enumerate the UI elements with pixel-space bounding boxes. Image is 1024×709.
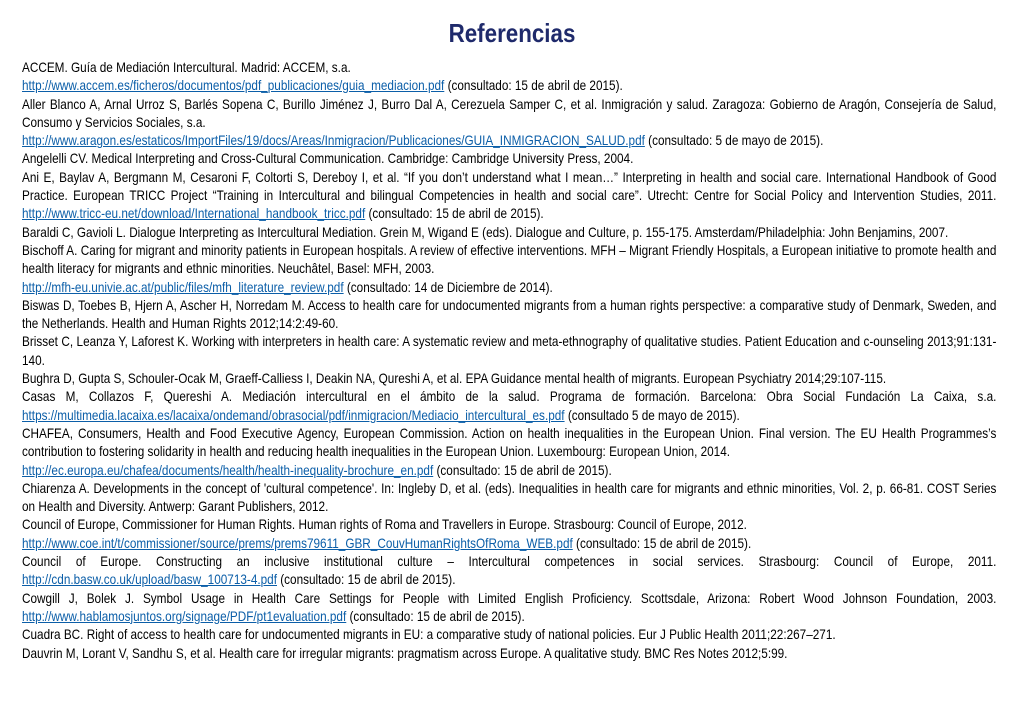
reference-text: Cuadra BC. Right of access to health care for undocumented migrants in EU: a comparative study of national policies. Eur J Public Health 2011;22:267–271. xyxy=(22,626,836,643)
reference-consulted-note: (consultado: 5 de mayo de 2015). xyxy=(644,132,824,149)
reference-text: Council of Europe. Constructing an inclusive institutional culture – Intercultural competences in social services. Strasbourg: Council of Europe, 2011. xyxy=(22,553,997,570)
reference-link[interactable]: http://www.coe.int/t/commissioner/source/prems/prems79611_GBR_CouvHumanRightsOfRoma_WEB.pdf xyxy=(22,534,573,551)
reference-item xyxy=(22,278,996,296)
reference-item xyxy=(22,332,996,369)
reference-consulted-note: (consultado 5 de mayo de 2015). xyxy=(564,406,740,423)
reference-item xyxy=(22,515,996,533)
reference-list xyxy=(22,58,996,662)
reference-consulted-note: (consultado: 15 de abril de 2015). xyxy=(433,461,612,478)
reference-link[interactable]: http://www.hablamosjuntos.org/signage/PDF/pt1evaluation.pdf xyxy=(22,607,347,624)
reference-consulted-note: (consultado: 15 de abril de 2015). xyxy=(276,571,456,588)
reference-item xyxy=(22,387,996,424)
reference-text: Ani E, Baylav A, Bergmann M, Cesaroni F, Coltorti S, Dereboy I, et al. “If you don’t understand what I mean…” Interpreting in health and social care. International Handbook of Good Practice. European TRICC Project “Training in Intercultural and bilingual Competencies in health and social care”. Utrecht: Centre for Social Policy and Intervention Studies, 2011. xyxy=(22,168,997,204)
reference-text: Baraldi C, Gavioli L. Dialogue Interpreting as Intercultural Mediation. Grein M, Wigand E (eds). Dialogue and Culture, p. 155-175. Amsterdam/Philadelphia: John Benjamins, 2007. xyxy=(22,223,949,240)
reference-text: Casas M, Collazos F, Quereshi A. Mediación intercultural en el ámbito de la salud. Programa de formación. Barcelona: Obra Social Fundación La Caixa, s.a. xyxy=(22,388,997,405)
reference-link[interactable]: https://multimedia.lacaixa.es/lacaixa/ondemand/obrasocial/pdf/inmigracion/Mediacio_intercultural_es.pdf xyxy=(22,406,565,423)
page-title: Referencias xyxy=(448,18,576,48)
reference-item xyxy=(22,479,996,516)
reference-text: Bughra D, Gupta S, Schouler-Ocak M, Graeff-Calliess I, Deakin NA, Qureshi A, et al. EPA Guidance mental health of migrants. European Psychiatry 2014;29:107-115. xyxy=(22,370,887,387)
reference-link[interactable]: http://cdn.basw.co.uk/upload/basw_100713-4.pdf xyxy=(22,571,277,588)
reference-consulted-note: (consultado: 15 de abril de 2015). xyxy=(572,534,752,551)
reference-item xyxy=(22,461,996,479)
reference-text: Bischoff A. Caring for migrant and minority patients in European hospitals. A review of effective interventions. MFH – Migrant Friendly Hospitals, a European initiative to promote health and health literacy for migrants and ethnic minorities. Neuchâtel, Basel: MFH, 2003. xyxy=(22,241,997,277)
reference-text: Chiarenza A. Developments in the concept of 'cultural competence'. In: Ingleby D, et al. (eds). Inequalities in health care for migrants and ethnic minorities, Vol. 2, p. 66-81. COST Series on Health and Diversity. Antwerp: Garant Publishers, 2012. xyxy=(22,479,997,515)
reference-item xyxy=(22,296,996,333)
reference-item xyxy=(22,424,996,461)
reference-text: CHAFEA, Consumers, Health and Food Executive Agency, European Commission. Action on health inequalities in the European Union. Final version. The EU Health Programmes’s contribution to fostering solidarity in health and reducing health inequalities in the European Union. Luxembourg: European Union, 2014. xyxy=(22,424,997,460)
reference-text: Council of Europe, Commissioner for Human Rights. Human rights of Roma and Travellers in Europe. Strasbourg: Council of Europe, 2012. xyxy=(22,516,747,533)
reference-item xyxy=(22,58,996,76)
reference-text: Dauvrin M, Lorant V, Sandhu S, et al. Health care for irregular migrants: pragmatism across Europe. A qualitative study. BMC Res Notes 2012;5:99. xyxy=(22,644,788,661)
reference-text: Brisset C, Leanza Y, Laforest K. Working with interpreters in health care: A systematic review and meta-ethnography of qualitative studies. Patient Education and c-ounseling 2013;91:131-140. xyxy=(22,333,997,368)
reference-item xyxy=(22,76,996,94)
reference-link[interactable]: http://www.aragon.es/estaticos/ImportFiles/19/docs/Areas/Inmigracion/Publicaciones/GUIA_INMIGRACION_SALUD.pdf xyxy=(22,132,645,149)
reference-text: Angelelli CV. Medical Interpreting and Cross-Cultural Communication. Cambridge: Cambridge University Press, 2004. xyxy=(22,150,634,167)
reference-consulted-note: (consultado: 15 de abril de 2015). xyxy=(444,77,623,94)
reference-link[interactable]: http://www.accem.es/ficheros/documentos/pdf_publicaciones/guia_mediacion.pdf xyxy=(22,77,445,94)
reference-item xyxy=(22,168,996,223)
reference-item xyxy=(22,131,996,149)
reference-item xyxy=(22,644,996,662)
reference-item xyxy=(22,241,996,278)
reference-text: Aller Blanco A, Arnal Urroz S, Barlés Sopena C, Burillo Jiménez J, Burro Dal A, Cerezuela Samper C, et al. Inmigración y salud. Zaragoza: Gobierno de Aragón, Consejería de Salud, Consumo y Servicios Sociales, s.a. xyxy=(22,95,997,130)
reference-item xyxy=(22,369,996,387)
reference-item xyxy=(22,589,996,626)
reference-link[interactable]: http://ec.europa.eu/chafea/documents/health/health-inequality-brochure_en.pdf xyxy=(22,461,434,478)
reference-item xyxy=(22,223,996,241)
reference-item xyxy=(22,552,996,589)
reference-item xyxy=(22,534,996,552)
reference-text: Biswas D, Toebes B, Hjern A, Ascher H, Norredam M. Access to health care for undocumented migrants from a human rights perspective: a comparative study of Denmark, Sweden, and the Netherlands. Health and Human Rights 2012;14:2:49-60. xyxy=(22,296,997,332)
reference-item xyxy=(22,95,996,132)
reference-item xyxy=(22,149,996,167)
reference-text: Cowgill J, Bolek J. Symbol Usage in Health Care Settings for People with Limited English Proficiency. Scottsdale, Arizona: Robert Wood Johnson Foundation, 2003. xyxy=(22,589,997,606)
reference-link[interactable]: http://mfh-eu.univie.ac.at/public/files/mfh_literature_review.pdf xyxy=(22,278,344,295)
reference-link[interactable]: http://www.tricc-eu.net/download/International_handbook_tricc.pdf xyxy=(22,205,366,222)
reference-text: ACCEM. Guía de Mediación Intercultural. Madrid: ACCEM, s.a. xyxy=(22,59,351,75)
reference-consulted-note: (consultado: 15 de abril de 2015). xyxy=(346,607,525,624)
reference-consulted-note: (consultado: 15 de abril de 2015). xyxy=(365,205,544,222)
reference-consulted-note: (consultado: 14 de Diciembre de 2014). xyxy=(343,278,553,295)
reference-item xyxy=(22,625,996,643)
